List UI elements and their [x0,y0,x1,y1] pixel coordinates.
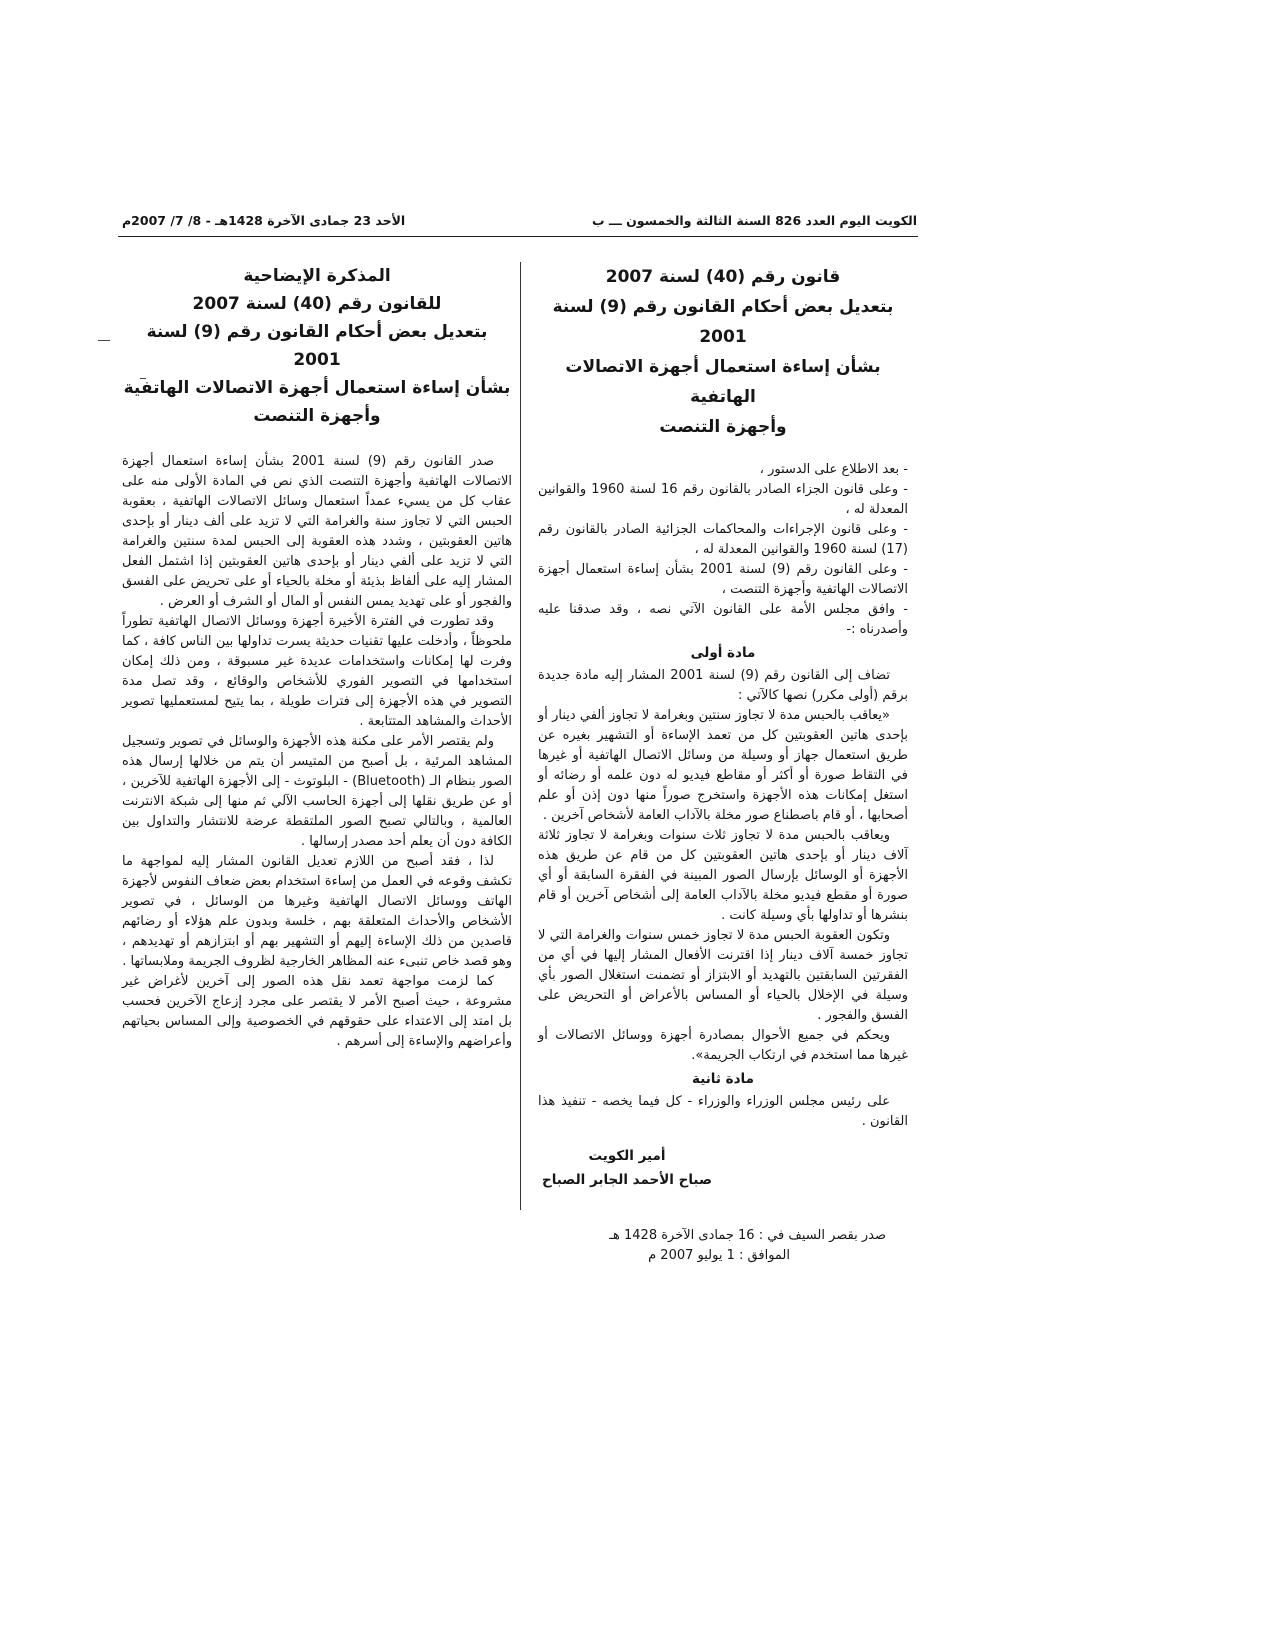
article-heading: مادة أولى [690,645,756,661]
memo-column [122,262,512,1052]
memo-paragraph: صدر القانون رقم (9) لسنة 2001 بشأن إساءة استعمال أجهزة الاتصالات الهاتفية وأجهزة التنصت الذي نص في المادة الأولى منه على عقاب كل من يسيء عمداً استعمال وسائل الاتصالات الهاتفية ، بعقوبة الحبس التي لا تجاوز سنة والغرامة التي لا تزيد على ألف دينار أو بإحدى هاتين العقوبتين ، وشدد هذه العقوبة إلى الحبس لمدة سنتين والغرامة التي لا تزيد على ألفي دينار أو بإحدى هاتين العقوبتين إذا اشتمل الفعل المشار إليه على ألفاظ بذيئة أو مخلة بالحياء أو على تحريض على الفسق والفجور أو على تهديد يمس النفس أو المال أو الشرف أو العرض . [122,454,512,609]
law-column [538,262,908,1266]
memo-title-line: المذكرة الإيضاحية [243,266,391,286]
gazette-issue-header: الكويت اليوم العدد 826 السنة الثالثة والخمسون ـــ ب [592,213,917,228]
article-paragraph: على رئيس مجلس الوزراء والوزراء - كل فيما يخصه - تنفيذ هذا القانون . [538,1094,908,1129]
memo-paragraph: وقد تطورت في الفترة الأخيرة أجهزة ووسائل الاتصال الهاتفية تطوراً ملحوظاً ، وأدخلت عليها تقنيات حديثة يسرت تداولها بين الناس كافة ، كما وفرت لها إمكانات واستخدامات عديدة غير مسبوقة ، ومن ذلك إمكان استخدامها في التصوير الفوري للأشخاص والوقائع ، وقد تصل مدة التصوير في هذه الأجهزة إلى فترات طويلة ، بما يتيح لمستعمليها تصوير الأحداث والمشاهد المتتابعة . [122,614,512,729]
memo-title-line: للقانون رقم (40) لسنة 2007 [192,294,442,314]
header-rule [118,236,918,237]
law-title-line: بتعديل بعض أحكام القانون رقم (9) لسنة 2001 [552,297,894,347]
law-title-line: بشأن إساءة استعمال أجهزة الاتصالات الهاتفية [565,357,881,407]
memo-paragraph: كما لزمت مواجهة تعمد نقل هذه الصور إلى آخرين لأغراض غير مشروعة ، حيث أصبح الأمر لا يقتصر على مجرد إزعاج الآخرين فحسب بل امتد إلى الاعتداء على حقوقهم في الخصوصية وإلى المساس بحياتهم وأعراضهم والإساءة إلى أسرهم . [122,974,512,1049]
preamble-item: - بعد الاطلاع على الدستور ، [759,462,908,477]
memo-title-line: بتعديل بعض أحكام القانون رقم (9) لسنة 2001 [146,322,488,370]
signature-block [538,1144,908,1192]
memo-paragraph: ولم يقتصر الأمر على مكنة هذه الأجهزة والوسائل في تصوير وتسجيل المشاهد المرئية ، بل أصبح من المتيسر أن يتم من خلالها إرسال هذه الصور بنظام الـ (Bluetooth) - البلوتوث - إلى الأجهزة الهاتفية للآخرين ، أو عن طريق نقلها إلى أجهزة الحاسب الآلي ثم منها إلى شبكة الانترنت العالمية ، وبالتالي تصبح الصور الملتقطة عرضة للانتشار والتداول بين الكافة دون أن يعلم أحد مصدر إرسالها . [122,734,512,849]
scan-mark [98,340,110,341]
gazette-date-header: الأحد 23 جمادى الآخرة 1428هـ - 8/ 7/ 2007م [122,213,406,228]
article-paragraph: ويعاقب بالحبس مدة لا تجاوز ثلاث سنوات وبغرامة لا تجاوز ثلاثة آلاف دينار أو بإحدى هاتين العقوبتين كل من قام عن طريق هذه الأجهزة أو الوسائل بإرسال الصور المبينة في الفقرة السابقة أو أي صورة أو مقطع فيديو مخلة بالآداب العامة إلى أشخاص آخرين أو قام بنشرها أو تداولها بأي وسيلة كانت . [538,828,908,923]
article-paragraph: «يعاقب بالحبس مدة لا تجاوز سنتين وبغرامة لا تجاوز ألفي دينار أو بإحدى هاتين العقوبتين كل من تعمد الإساءة أو التشهير بغيره عن طريق استعمال جهاز أو وسيلة من وسائل الاتصال الهاتفية أو غيرها في التقاط صورة أو أكثر أو مقاطع فيديو له دون علمه أو رضائه أو استغل إمكانات هذه الأجهزة واستخرج صوراً منها دون إذن أو علم أصحابها ، أو قام باصطناع صور مخلة بالآداب العامة لأشخاص آخرين . [538,708,908,823]
column-divider [520,262,521,1210]
preamble-item: - وعلى القانون رقم (9) لسنة 2001 بشأن إساءة استعمال أجهزة الاتصالات الهاتفية وأجهزة التنصت ، [538,562,908,597]
preamble-item: - وعلى قانون الجزاء الصادر بالقانون رقم 16 لسنة 1960 والقوانين المعدلة له ، [538,482,909,517]
issued-corresponding-date: الموافق : 1 يوليو 2007 م [648,1248,790,1263]
law-title-line: وأجهزة التنصت [659,417,787,437]
article-intro: تضاف إلى القانون رقم (9) لسنة 2001 المشار إليه مادة جديدة برقم (أولى مكرر) نصها كالآتي : [538,668,908,703]
article-paragraph: وتكون العقوبة الحبس مدة لا تجاوز خمس سنوات والغرامة التي لا تجاوز خمسة آلاف دينار إذا اقترنت الأفعال المشار إليها في أي من الفقرتين السابقتين بالتهديد أو الابتزاز أو تضمنت استغلال الصور بأي وسيلة في الإخلال بالحياء أو المساس بالأعراض أو التحريض على الفسق والفجور . [538,928,908,1023]
law-body [538,460,908,1266]
signature-title: أمير الكويت [588,1148,666,1164]
article-paragraph: ويحكم في جميع الأحوال بمصادرة أجهزة ووسائل الاتصالات أو غيرها مما استخدم في ارتكاب الجريمة». [538,1028,908,1063]
issued-place-date: صدر بقصر السيف في : 16 جمادى الآخرة 1428 هـ [609,1228,886,1243]
article-heading: مادة ثانية [692,1071,754,1087]
issuance-block [538,1226,908,1266]
preamble-item: - وعلى قانون الإجراءات والمحاكمات الجزائية الصادر بالقانون رقم (17) لسنة 1960 والقوانين المعدلة له ، [538,522,908,557]
memo-title-line: بشأن إساءة استعمال أجهزة الاتصالات الهاتفية [123,378,511,398]
preamble-item: - وافق مجلس الأمة على القانون الآتي نصه ، وقد صدقنا عليه وأصدرناه :- [538,602,908,637]
memo-paragraph: لذا ، فقد أصبح من اللازم تعديل القانون المشار إليه لمواجهة ما تكشف وقوعه في العمل من إساءة استخدام بعض ضعاف النفوس لأجهزة الهاتف ووسائل الاتصال الهاتفية وغيرها من الوسائل ، في تصوير الأشخاص والأحداث المتعلقة بهم ، خلسة وبدون علم هؤلاء أو رضائهم قاصدين من ذلك الإساءة إليهم أو التشهير بهم أو ابتزازهم أو تهديدهم ، وهو قصد خاص تنبىء عنه المظاهر الخارجية لظروف الجريمة وملابساتها . [122,854,512,969]
memo-body [122,452,512,1052]
memo-title-line: وأجهزة التنصت [253,406,381,426]
signature-name: صباح الأحمد الجابر الصباح [542,1172,712,1188]
law-title-line: قانون رقم (40) لسنة 2007 [605,267,841,287]
